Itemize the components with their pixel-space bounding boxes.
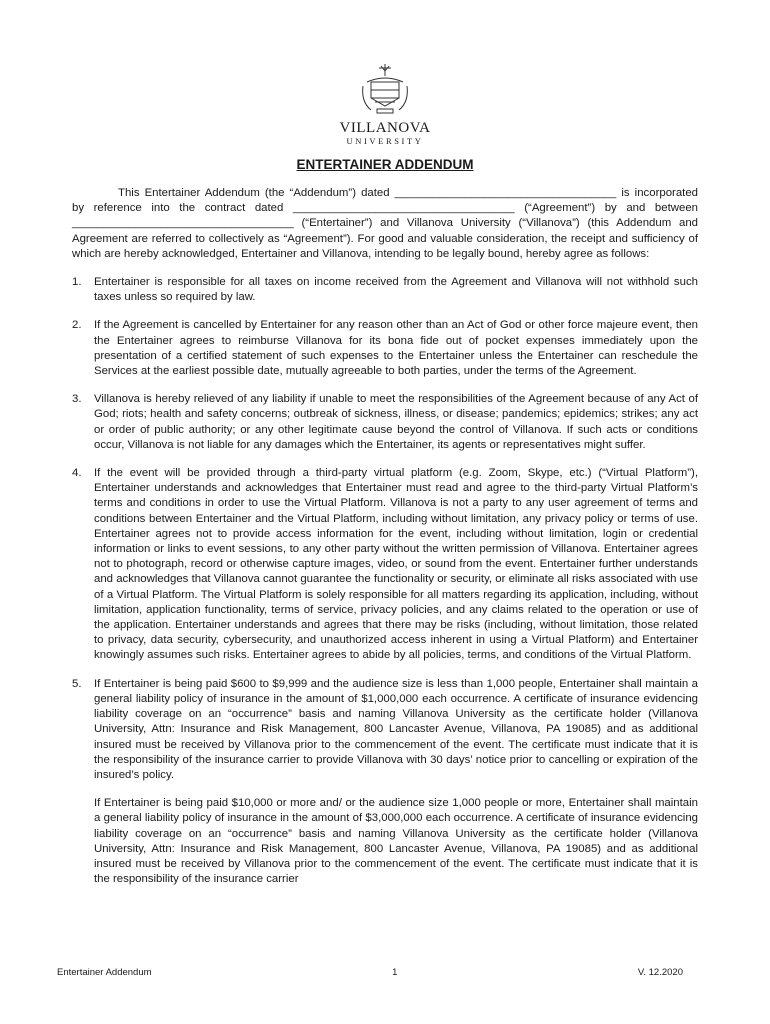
footer-document-name: Entertainer Addendum: [57, 967, 152, 978]
clause-text: If the event will be provided through a third-party virtual platform (e.g. Zoom, Skype, etc.) (“Virtual Platform”), Entertainer understands and acknowledges that Entertainer must read and agree to the third-party Virtual Platform’s terms and conditions in order to use the Virtual Platform. Villanova is not a party to any user agreement of terms and conditions between Entertainer and the Virtual Platform, including without limitation, any privacy policy or terms of use. Entertainer agrees not to provide access information for the event, including without limitation, login or credential information or links to event sessions, to any other party without the written permission of Villanova. Entertainer agrees not to photograph, record or otherwise capture images, video, or sound from the event. Entertainer further understands and acknowledges that Villanova cannot guarantee the functionality or security, or eliminate all risks associated with use of a Virtual Platform. The Virtual Platform is solely responsible for all matters regarding its application, including, without limitation, application functionality, terms of service, privacy policies, and any claims related to the operation or use of the application. Entertainer understands and agrees that there may be risks (including, without limitation, those related to privacy, data security, cybersecurity, and unauthorized access inherent in using a Virtual Platform) and Entertainer knowingly assumes such risks. Entertainer agrees to abide by all policies, terms, and conditions of the Virtual Platform.: [94, 467, 698, 662]
page-footer: [57, 967, 683, 978]
version-label: V. 12.2020: [637, 967, 683, 978]
logo-wordmark: VILLANOVA: [339, 120, 431, 136]
clause-2: [72, 318, 698, 379]
clause-number: 3.: [72, 393, 82, 406]
clause-text: If the Agreement is cancelled by Entertainer for any reason other than an Act of God or other force majeure event, then the Entertainer agrees to reimburse Villanova for its bona fide out of pocket expenses immediately upon the presentation of a certified statement of such expenses to the Entertainer unless the Entertainer can reschedule the Services at the earliest possible date, mutually agreeable to both parties, under the terms of the Agreement.: [94, 319, 698, 378]
clause-number: 5.: [72, 677, 82, 690]
clause-number: 4.: [72, 467, 82, 480]
clause-number: 2.: [72, 319, 82, 332]
university-seal-icon: [357, 62, 413, 118]
clause-text: Villanova is hereby relieved of any liability if unable to meet the responsibilities of the Agreement because of any Act of God; riots; health and safety concerns; outbreak of sickness, illness, or disease; pandemics; epidemics; strikes; any act or order of public authority; or any other legitimate cause beyond the control of Villanova. If such acts or conditions occur, Villanova is not liable for any damages which the Entertainer, its agents or representatives might suffer.: [94, 393, 698, 451]
clause-4: [72, 466, 698, 664]
clause-1: [72, 275, 698, 305]
document-title: ENTERTAINER ADDENDUM: [296, 157, 474, 172]
page-number: 1: [392, 967, 398, 978]
clause-5-continued: If Entertainer is being paid $10,000 or more and/ or the audience size 1,000 people or more, Entertainer shall maintain a general liability policy of insurance in the amount of $3,000,000 each occurrence. A certificate of insurance evidencing liability coverage on an “occurrence” basis and naming Villanova University as the certificate holder (Villanova University, Attn: Insurance and Risk Management, 800 Lancaster Avenue, Villanova, PA 19085) and as additional insured must be received by Villanova prior to the commencement of the event. The certificate must indicate that it is the responsibility of the insurance carrier: [94, 797, 698, 886]
clause-3: [72, 392, 698, 453]
clause-number: 1.: [72, 276, 82, 289]
clause-5: [72, 677, 698, 783]
intro-paragraph: This Entertainer Addendum (the “Addendum”) dated ___________________________________ is incorporated by reference into the contract dated ___________________________________ (“Agreement”) by and between ___________________________________ (“Entertainer”) and Villanova University (“Villanova”) (this Addendum and Agreement are referred to collectively as “Agreement”). For good and valuable consideration, the receipt and sufficiency of which are hereby acknowledged, Entertainer and Villanova, intending to be legally bound, hereby agree as follows:: [72, 187, 698, 260]
clause-text: Entertainer is responsible for all taxes on income received from the Agreement and Villanova will not withhold such taxes unless so required by law.: [94, 276, 698, 304]
document-body: [72, 186, 698, 887]
clause-text: If Entertainer is being paid $600 to $9,999 and the audience size is less than 1,000 people, Entertainer shall maintain a general liability policy of insurance in the amount of $1,000,000 each occurrence. A certificate of insurance evidencing liability coverage on an “occurrence” basis and naming Villanova University as the certificate holder (Villanova University, Attn: Insurance and Risk Management, 800 Lancaster Avenue, Villanova, PA 19085) and as additional insured must be received by Villanova prior to the commencement of the event. The certificate must indicate that it is the responsibility of the insurance carrier to provide Villanova with 30 days’ notice prior to cancelling or expiration of the insured’s policy.: [94, 677, 698, 781]
university-logo: [335, 62, 435, 146]
logo-subtitle: UNIVERSITY: [346, 136, 424, 146]
